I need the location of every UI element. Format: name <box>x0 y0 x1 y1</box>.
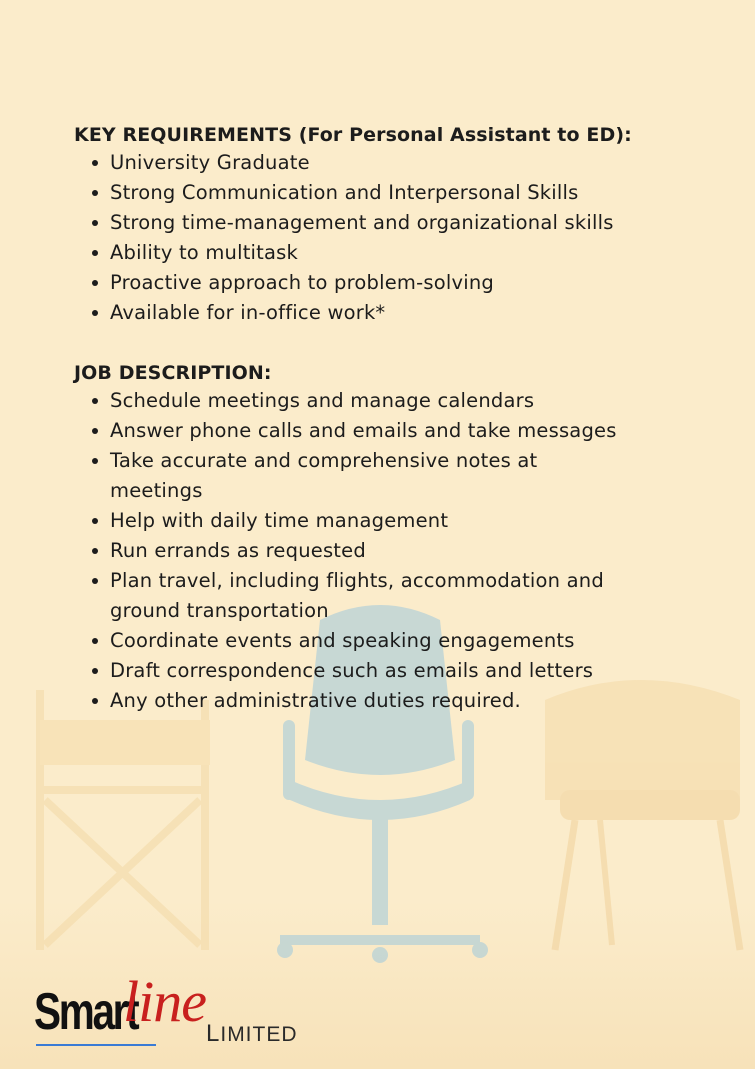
job-description-list <box>74 386 734 716</box>
list-item: Strong time-management and organizational skills <box>91 208 734 238</box>
company-logo <box>34 968 324 1058</box>
logo-smart-text: Smart <box>34 983 138 1041</box>
list-item: University Graduate <box>91 148 734 178</box>
list-item: Any other administrative duties required. <box>91 686 734 716</box>
job-description-heading: JOB DESCRIPTION: <box>74 362 272 384</box>
logo-limited-text: LIMITED <box>206 1020 298 1047</box>
list-item: Help with daily time management <box>91 506 734 536</box>
list-item: Plan travel, including flights, accommodation and ground transportation <box>91 566 670 626</box>
list-item: Draft correspondence such as emails and letters <box>91 656 734 686</box>
logo-line-text: line <box>123 969 206 1034</box>
list-item: Proactive approach to problem-solving <box>91 268 734 298</box>
list-item: Schedule meetings and manage calendars <box>91 386 734 416</box>
logo-underline <box>36 1044 156 1046</box>
list-item: Strong Communication and Interpersonal Skills <box>91 178 734 208</box>
key-requirements-heading: KEY REQUIREMENTS (For Personal Assistant to ED): <box>74 124 632 146</box>
list-item: Take accurate and comprehensive notes at meetings <box>91 446 595 506</box>
list-item: Coordinate events and speaking engagements <box>91 626 734 656</box>
list-item: Answer phone calls and emails and take messages <box>91 416 734 446</box>
document-body <box>74 124 734 716</box>
list-item: Available for in-office work* <box>91 298 734 328</box>
list-item: Ability to multitask <box>91 238 734 268</box>
list-item: Run errands as requested <box>91 536 734 566</box>
key-requirements-list <box>74 148 734 328</box>
